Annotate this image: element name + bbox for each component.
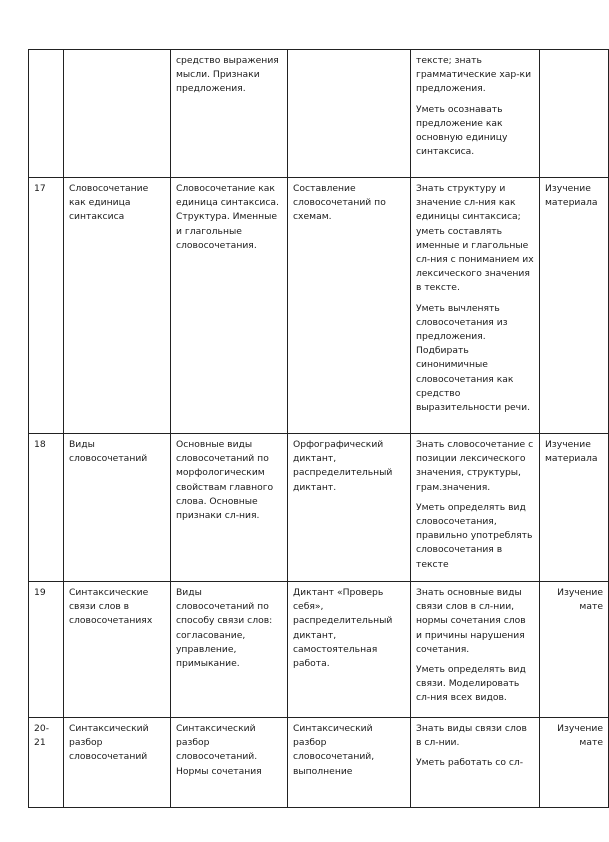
- lesson-topic: Синтаксические связи слов в словосочетаниях: [64, 582, 171, 718]
- lesson-number: 19: [29, 582, 64, 718]
- lesson-type: [540, 50, 609, 178]
- lesson-number: 18: [29, 434, 64, 582]
- lesson-topic: Виды словосочетаний: [64, 434, 171, 582]
- lesson-requirements: [411, 718, 540, 808]
- lesson-topic: Синтаксический разбор словосочетаний: [64, 718, 171, 808]
- lesson-topic: Словосочетание как единица синтаксиса: [64, 178, 171, 434]
- requirement-know: Знать словосочетание с позиции лексического значения, структуры, грам.значения.: [416, 439, 534, 493]
- lesson-number: 20-21: [29, 718, 64, 808]
- requirement-know: тексте; знать грамматические хар-ки предложения.: [416, 55, 532, 95]
- lesson-content: Синтаксический разбор словосочетаний. Нормы сочетания: [171, 718, 288, 808]
- requirement-skill: Уметь вычленять словосочетания из предложения. Подбирать синонимичные словосочетания как средство выразительности речи.: [416, 302, 531, 414]
- lesson-requirements: [411, 50, 540, 178]
- requirement-skill: Уметь работать со сл-: [416, 757, 524, 769]
- table-row: [29, 434, 609, 582]
- table-row: [29, 582, 609, 718]
- table-row: [29, 718, 609, 808]
- lesson-requirements: [411, 178, 540, 434]
- lesson-topic: [64, 50, 171, 178]
- table-row: [29, 50, 609, 178]
- requirement-skill: Уметь осознавать предложение как основную единицу синтаксиса.: [416, 103, 508, 158]
- lesson-number: 17: [29, 178, 64, 434]
- requirement-skill: Уметь определять вид словосочетания, правильно употреблять словосочетания в тексте: [416, 501, 533, 570]
- table-row: [29, 178, 609, 434]
- lesson-type: Изучение материала: [540, 434, 609, 582]
- lesson-type: Изучение мате: [540, 582, 609, 718]
- requirement-know: Знать структуру и значение сл-ния как единицы синтаксиса; уметь составлять именные и глагольные сл-ния с пониманием их лексического значения в тексте.: [416, 183, 534, 294]
- lesson-content: Виды словосочетаний по способу связи слов: согласование, управление, примыкание.: [171, 582, 288, 718]
- lesson-number: [29, 50, 64, 178]
- lesson-requirements: [411, 434, 540, 582]
- lesson-activity: Диктант «Проверь себя», распределительный диктант, самостоятельная работа.: [288, 582, 411, 718]
- lesson-activity: Синтаксический разбор словосочетаний, выполнение: [288, 718, 411, 808]
- lesson-type: Изучение мате: [540, 718, 609, 808]
- requirement-know: Знать основные виды связи слов в сл-нии, нормы сочетания слов и причины нарушения сочетания.: [416, 587, 526, 655]
- lesson-activity: [288, 50, 411, 178]
- lesson-content: Словосочетание как единица синтаксиса. Структура. Именные и глагольные словосочетания.: [171, 178, 288, 434]
- lesson-requirements: [411, 582, 540, 718]
- lesson-activity: Составление словосочетаний по схемам.: [288, 178, 411, 434]
- lesson-plan-table: [28, 49, 609, 808]
- lesson-type: Изучение материала: [540, 178, 609, 434]
- requirement-skill: Уметь определять вид связи. Моделировать сл-ния всех видов.: [416, 664, 526, 704]
- lesson-activity: Орфографический диктант, распределительный диктант.: [288, 434, 411, 582]
- lesson-content: Основные виды словосочетаний по морфологическим свойствам главного слова. Основные признаки сл-ния.: [171, 434, 288, 582]
- requirement-know: Знать виды связи слов в сл-нии.: [416, 723, 527, 749]
- lesson-content: средство выражения мысли. Признаки предложения.: [171, 50, 288, 178]
